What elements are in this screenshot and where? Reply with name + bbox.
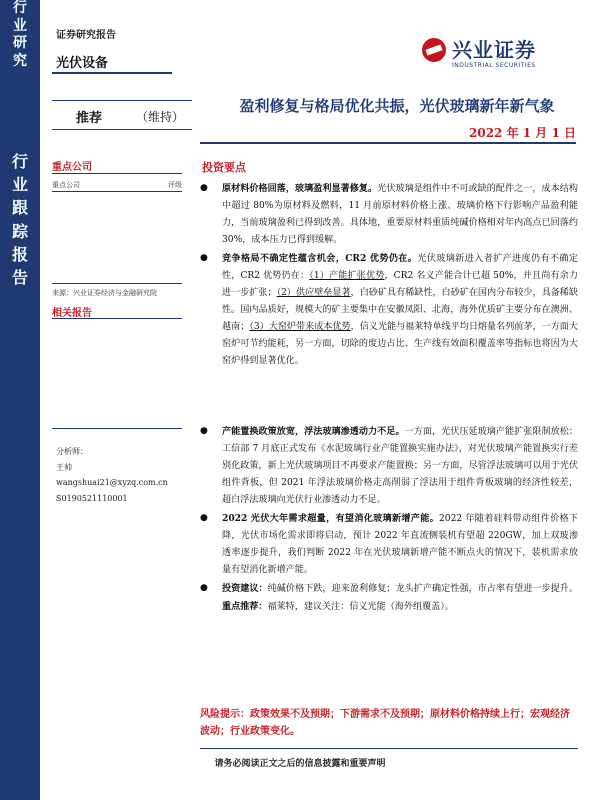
- divider: [52, 318, 182, 319]
- bullet-text: 福莱特，建议关注：信义光能（海外组覆盖）。: [267, 602, 454, 612]
- bullet-text: ，信义光能与福莱特单线平均日熔量名列前茅，一方面大窑炉可节约能耗，另一方面，切除的废边占比、生产线有效面积覆盖率等指标也将因为大窑炉得到显著优化。: [222, 322, 578, 366]
- bullet-dot: ●: [200, 513, 208, 523]
- bullet-dot: ●: [200, 426, 208, 436]
- bullet-2: [200, 250, 578, 370]
- table-source: 来源：兴业证券经济与金融研究院: [52, 289, 157, 297]
- sidebar-report-type: [0, 150, 40, 289]
- divider: [52, 428, 182, 429]
- bullet-4: [200, 510, 578, 579]
- analyst-email[interactable]: wangshuai21@xyzq.com.cn: [56, 478, 168, 487]
- sidebar-char: 告: [11, 267, 28, 287]
- key-companies-label: 重点公司: [52, 162, 92, 173]
- bullet-dot: ●: [200, 583, 208, 593]
- logo-text-en: INDUSTRIAL SECURITIES: [452, 62, 536, 69]
- bullet-text: ，CR2 名义产能合计已超 50%，并且尚有余力进一步扩张；: [222, 271, 578, 298]
- bullet-title: 重点推荐：: [222, 601, 268, 612]
- risk-divider: [200, 748, 578, 749]
- bullet-3: [200, 423, 578, 509]
- header-divider: [52, 72, 172, 74]
- sidebar-char: 跟: [11, 198, 28, 218]
- bullet-underlined: （1）产能扩张优势: [309, 271, 385, 281]
- sidebar-char: 报: [11, 244, 28, 264]
- rating-label: 推荐: [76, 111, 103, 126]
- bullet-title: 竞争格局不确定性蕴含机会，CR2 优势仍在。: [222, 253, 418, 264]
- logo-mark-icon: [422, 38, 446, 62]
- table-header-company: 重点公司: [52, 181, 80, 189]
- bullet-5: [200, 580, 578, 616]
- bullet-text: 2022 年随着硅料带动组件价格下降，光伏市场化需求即将启动，预计 2022 年直流侧装机有望超 220GW，加上双玻渗透率逐步提升，我们判断 2022 年在光伏玻璃新增产能不断点火的情况下，装机需求放量有望消化新增产能。: [222, 514, 578, 575]
- company-logo: [422, 34, 572, 74]
- bullet-1: [200, 180, 578, 249]
- bullet-text: 光伏玻璃新进入者扩产进度仍有不确定性，CR2 优势仍在：: [222, 254, 578, 281]
- sidebar-char: 业: [11, 175, 28, 195]
- rating-box: [52, 100, 192, 130]
- related-reports-label: 相关报告: [52, 308, 92, 319]
- sidebar-char: 业: [13, 17, 27, 34]
- table-header-rating: 评级: [168, 181, 182, 189]
- analyst-id: S0190521110001: [56, 494, 128, 503]
- bullet-text: ，白砂矿具有稀缺性，白砂矿在国内分布较少，具备稀缺性。国内品质好，规模大的矿主要集中在安徽凤阳、北海，海外优质矿主要分布在澳洲、越南；: [222, 288, 578, 332]
- rating-status: （维持）: [136, 110, 185, 124]
- report-date: 2022 年 1 月 1 日: [469, 126, 576, 140]
- divider: [52, 191, 182, 192]
- divider: [52, 283, 182, 284]
- sidebar-char: 行: [11, 152, 28, 171]
- bullet-text: 光伏玻璃是组件中不可或缺的配件之一，成本结构中超过 80%为原材料及燃料，11 月前原材料价格上涨、玻璃价格下行影响产品盈利能力，当前玻璃盈利已得到改善。具体地，重要原材料重质纯碱价格相对年内高点已回落约 30%，成本压力已得到缓解。: [222, 184, 578, 245]
- disclaimer-footer: 请务必阅读正文之后的信息披露和重要声明: [214, 759, 386, 769]
- title-divider: [200, 142, 576, 144]
- risk-warning: 风险提示：政策效果不及预期；下游需求不及预期；原材料价格持续上行；宏观经济波动；行业政策变化。: [200, 709, 570, 737]
- bullet-dot: ●: [200, 183, 208, 193]
- logo-text-cn: 兴业证券: [452, 38, 536, 62]
- report-type: 证券研究报告: [56, 30, 116, 41]
- sidebar-char: 究: [13, 52, 27, 69]
- bullet-text: 纯碱价格下跌，迎来盈利修复；龙头扩产确定性强，市占率有望进一步提升。: [267, 584, 578, 594]
- analyst-name: 王帅: [56, 463, 72, 472]
- divider: [52, 173, 182, 174]
- report-title: 盈利修复与格局优化共振，光伏玻璃新年新气象: [239, 97, 555, 115]
- analyst-label: 分析师：: [56, 447, 88, 456]
- sidebar: [0, 0, 40, 800]
- bullet-title: 2022 光伏大年需求超量，有望消化玻璃新增产能。: [222, 513, 440, 524]
- bullet-text: 一方面，光伏压延玻璃产能扩张限制放松：工信部 7 月底正式发布《水泥玻璃行业产能置换实施办法》，对光伏玻璃产能置换实行差别化政策，新上光伏玻璃项目不再要求产能置换；另一方面，尽管浮法玻璃可以用于光伏组件背板，但 2021 年浮法玻璃价格走高削弱了浮法用于组件背板玻璃的经济性较差，超白浮法玻璃向光伏行业渗透动力不足。: [222, 427, 578, 505]
- investment-highlights-heading: 投资要点: [202, 161, 246, 174]
- bullet-dot: ●: [200, 253, 208, 263]
- sidebar-char: 踪: [11, 221, 28, 241]
- bullet-underlined: （2）供应壁垒显著: [276, 288, 351, 298]
- sidebar-char: 行: [13, 0, 27, 16]
- sidebar-top-label: [0, 0, 40, 70]
- bullet-underlined: （3）大窑炉带来成本优势: [249, 322, 351, 332]
- industry-category: 光伏设备: [56, 56, 109, 71]
- bullet-title: 产能置换政策放宽，浮法玻璃渗透动力不足。: [222, 426, 405, 437]
- sidebar-char: 研: [13, 35, 27, 51]
- bullet-title: 投资建议：: [222, 583, 268, 594]
- bullet-title: 原材料价格回落，玻璃盈利显著修复。: [222, 183, 378, 194]
